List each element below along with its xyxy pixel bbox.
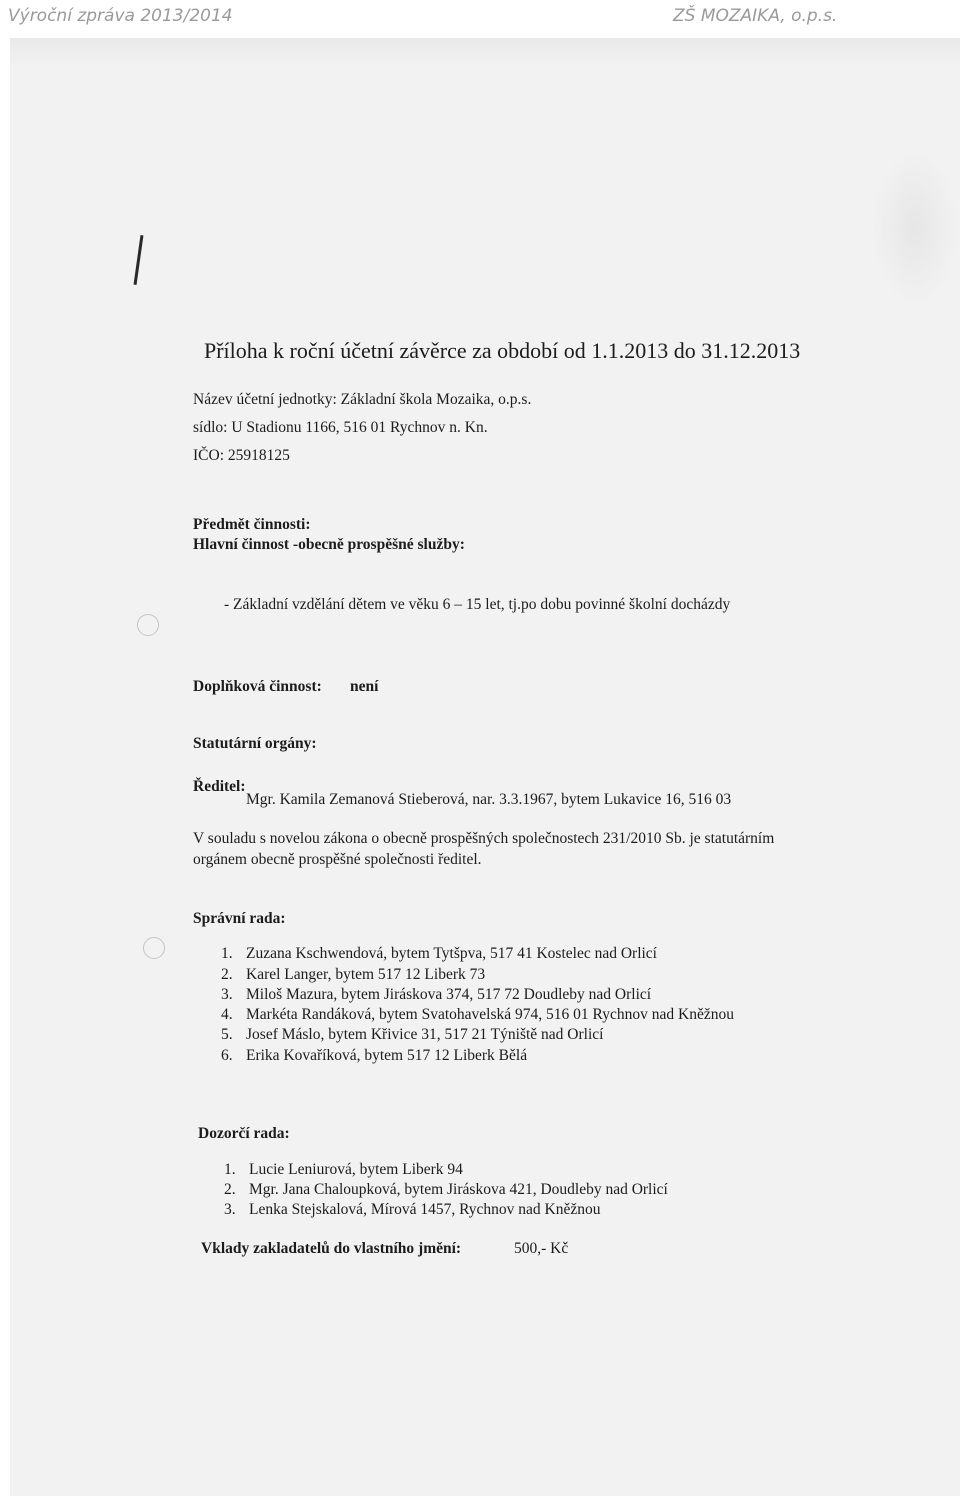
- list-item-number: 2.: [221, 966, 233, 983]
- director-heading: Ředitel:: [193, 778, 246, 795]
- list-item-number: 3.: [224, 1201, 236, 1218]
- scan-shading: [870, 148, 960, 308]
- entity-ico: IČO: 25918125: [193, 447, 290, 464]
- director-info: Mgr. Kamila Zemanová Stieberová, nar. 3.3.1967, bytem Lukavice 16, 516 03: [246, 791, 732, 808]
- punch-hole-bottom: [143, 937, 165, 959]
- scan-top-shading: [10, 38, 960, 68]
- entity-name: Název účetní jednotky: Základní škola Mozaika, o.p.s.: [193, 391, 532, 408]
- deposits-value: 500,- Kč: [514, 1240, 569, 1257]
- entity-seat: sídlo: U Stadionu 1166, 516 01 Rychnov n. Kn.: [193, 419, 488, 436]
- board-member: Karel Langer, bytem 517 12 Liberk 73: [246, 966, 486, 983]
- board-member: Markéta Randáková, bytem Svatohavelská 974, 516 01 Rychnov nad Kněžnou: [246, 1006, 734, 1023]
- header-report-title: Výroční zpráva 2013/2014: [8, 6, 233, 26]
- law-statement-line-1: V souladu s novelou zákona o obecně prospěšných společnostech 231/2010 Sb. je statutárním: [193, 830, 775, 847]
- board-member: Zuzana Kschwendová, bytem Tytšpva, 517 41 Kostelec nad Orlicí: [246, 945, 657, 962]
- list-item-number: 1.: [224, 1161, 236, 1178]
- list-item-number: 5.: [221, 1026, 233, 1043]
- supervisory-heading: Dozorčí rada:: [198, 1125, 290, 1142]
- supplementary-activity-label: Doplňková činnost:: [193, 678, 322, 695]
- list-item-number: 2.: [224, 1181, 236, 1198]
- board-member: Erika Kovaříková, bytem 517 12 Liberk Bělá: [246, 1047, 528, 1064]
- statutory-heading: Statutární orgány:: [193, 735, 317, 752]
- deposits-label: Vklady zakladatelů do vlastního jmění:: [201, 1240, 462, 1257]
- law-statement-line-2: orgánem obecně prospěšné společnosti ředitel.: [193, 851, 482, 868]
- document-title: Příloha k roční účetní závěrce za období od 1.1.2013 do 31.12.2013: [204, 338, 801, 363]
- list-item-number: 3.: [221, 986, 233, 1003]
- supervisory-member: Mgr. Jana Chaloupková, bytem Jiráskova 421, Doudleby nad Orlicí: [249, 1181, 668, 1198]
- main-activity-item: - Základní vzdělání dětem ve věku 6 – 15 let, tj.po dobu povinné školní docházdy: [224, 596, 731, 613]
- board-heading: Správní rada:: [193, 910, 286, 927]
- list-item-number: 6.: [221, 1047, 233, 1064]
- header-school-name: ZŠ MOZAIKA, o.p.s.: [673, 6, 838, 26]
- main-activity-heading: Hlavní činnost -obecně prospěšné služby:: [193, 536, 465, 553]
- board-member: Miloš Mazura, bytem Jiráskova 374, 517 72 Doudleby nad Orlicí: [246, 986, 652, 1003]
- board-member: Josef Máslo, bytem Křivice 31, 517 21 Týniště nad Orlicí: [246, 1026, 604, 1043]
- subject-heading: Předmět činnosti:: [193, 516, 311, 533]
- page-header: [0, 0, 960, 38]
- punch-hole-top: [137, 614, 159, 636]
- supervisory-member: Lenka Stejskalová, Mírová 1457, Rychnov nad Kněžnou: [249, 1201, 601, 1218]
- supervisory-member: Lucie Leniurová, bytem Liberk 94: [249, 1161, 463, 1178]
- scanned-page: [10, 38, 960, 1496]
- supplementary-activity-value: není: [350, 678, 379, 695]
- list-item-number: 4.: [221, 1006, 233, 1023]
- list-item-number: 1.: [221, 945, 233, 962]
